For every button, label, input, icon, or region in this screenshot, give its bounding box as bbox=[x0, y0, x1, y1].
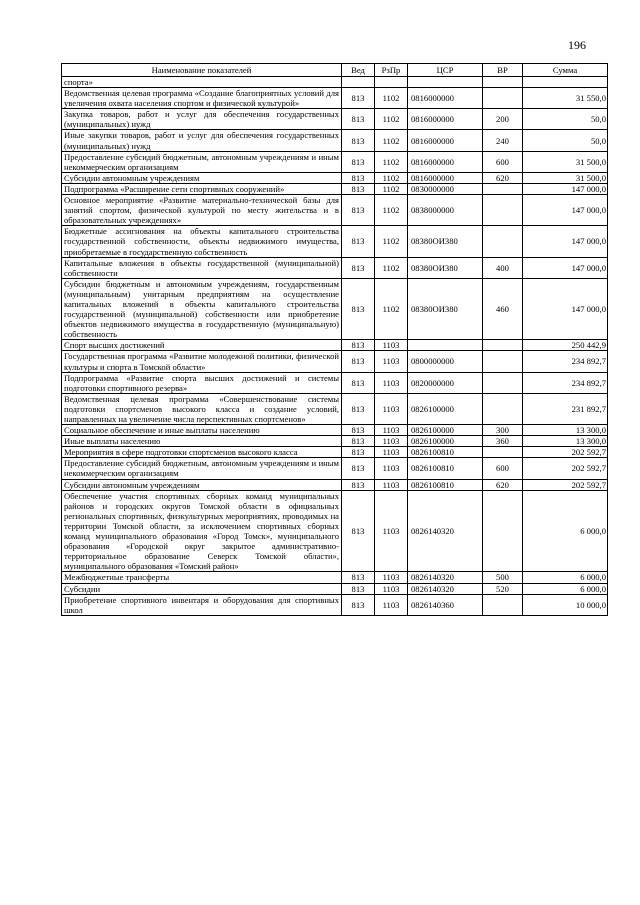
row-ved: 813 bbox=[342, 109, 375, 130]
row-name: Государственная программа «Развитие молодежной политики, физической культуры и спорта в Томской области» bbox=[62, 351, 342, 372]
row-vr: 400 bbox=[483, 257, 523, 278]
table-row bbox=[62, 340, 608, 351]
row-vr: 200 bbox=[483, 109, 523, 130]
row-ved: 813 bbox=[342, 479, 375, 490]
row-sum: 231 892,7 bbox=[523, 393, 608, 424]
header-rzpr: РзПр bbox=[375, 64, 408, 77]
row-rzpr: 1103 bbox=[375, 583, 408, 594]
row-ved: 813 bbox=[342, 130, 375, 151]
table-row bbox=[62, 257, 608, 278]
row-csr: 08380ОИ380 bbox=[408, 278, 483, 340]
row-sum: 6 000,0 bbox=[523, 583, 608, 594]
row-rzpr bbox=[375, 77, 408, 88]
row-vr bbox=[483, 594, 523, 615]
row-vr: 360 bbox=[483, 436, 523, 447]
row-name: Обеспечение участия спортивных сборных команд муниципальных районов и городских округов Томской области в официальных региональных спортивных, физкультурных мероприятиях, проводимых на территории Томской области, за исключением спортивных сборных команд муниципального образования «Город Томск», муниципального образования «Городской округ закрытое административно-территориальное образование Северск Томской области», муниципального образования «Томский район» bbox=[62, 490, 342, 572]
table-row bbox=[62, 458, 608, 479]
row-rzpr: 1102 bbox=[375, 88, 408, 109]
table-row bbox=[62, 447, 608, 458]
table-row bbox=[62, 393, 608, 424]
row-ved: 813 bbox=[342, 278, 375, 340]
row-vr: 600 bbox=[483, 151, 523, 172]
table-row bbox=[62, 572, 608, 583]
table-body bbox=[62, 77, 608, 616]
row-csr: 0826100000 bbox=[408, 425, 483, 436]
row-vr: 300 bbox=[483, 425, 523, 436]
budget-table bbox=[61, 63, 608, 616]
row-ved: 813 bbox=[342, 372, 375, 393]
row-ved: 813 bbox=[342, 583, 375, 594]
row-sum: 147 000,0 bbox=[523, 257, 608, 278]
row-sum: 31 550,0 bbox=[523, 88, 608, 109]
row-csr: 0826100810 bbox=[408, 479, 483, 490]
row-vr: 620 bbox=[483, 479, 523, 490]
row-rzpr: 1103 bbox=[375, 372, 408, 393]
row-rzpr: 1103 bbox=[375, 351, 408, 372]
row-rzpr: 1103 bbox=[375, 436, 408, 447]
row-ved: 813 bbox=[342, 257, 375, 278]
row-sum: 147 000,0 bbox=[523, 226, 608, 257]
row-csr: 0826100810 bbox=[408, 447, 483, 458]
page-number: 196 bbox=[568, 38, 586, 52]
row-ved: 813 bbox=[342, 436, 375, 447]
header-sum: Сумма bbox=[523, 64, 608, 77]
row-vr bbox=[483, 393, 523, 424]
row-rzpr: 1103 bbox=[375, 447, 408, 458]
row-sum: 31 500,0 bbox=[523, 172, 608, 183]
row-vr bbox=[483, 490, 523, 572]
row-rzpr: 1103 bbox=[375, 393, 408, 424]
table-row bbox=[62, 583, 608, 594]
table-row bbox=[62, 436, 608, 447]
row-csr: 0826140360 bbox=[408, 594, 483, 615]
row-name: Субсидии автономным учреждениям bbox=[62, 172, 342, 183]
table-row bbox=[62, 151, 608, 172]
row-rzpr: 1102 bbox=[375, 257, 408, 278]
row-name: спорта» bbox=[62, 77, 342, 88]
row-name: Иные закупки товаров, работ и услуг для обеспечения государственных (муниципальных) нужд bbox=[62, 130, 342, 151]
row-name: Закупка товаров, работ и услуг для обеспечения государственных (муниципальных) нужд bbox=[62, 109, 342, 130]
row-csr: 0816000000 bbox=[408, 88, 483, 109]
row-csr: 0830000000 bbox=[408, 183, 483, 194]
row-ved: 813 bbox=[342, 425, 375, 436]
row-vr: 520 bbox=[483, 583, 523, 594]
row-ved: 813 bbox=[342, 172, 375, 183]
table-row bbox=[62, 172, 608, 183]
row-name: Иные выплаты населению bbox=[62, 436, 342, 447]
row-csr: 0826100000 bbox=[408, 393, 483, 424]
row-csr: 08380ОИ380 bbox=[408, 226, 483, 257]
row-rzpr: 1103 bbox=[375, 458, 408, 479]
row-name: Приобретение спортивного инвентаря и оборудования для спортивных школ bbox=[62, 594, 342, 615]
row-name: Ведомственная целевая программа «Создание благоприятных условий для увеличения охвата населения спортом и физической культурой» bbox=[62, 88, 342, 109]
row-vr: 500 bbox=[483, 572, 523, 583]
row-csr: 0826140320 bbox=[408, 583, 483, 594]
table-row bbox=[62, 226, 608, 257]
row-sum: 6 000,0 bbox=[523, 490, 608, 572]
row-sum: 50,0 bbox=[523, 109, 608, 130]
row-name: Основное мероприятие «Развитие материально-технической базы для занятий спортом, физической культурой по месту жительства и в образовательных учреждениях» bbox=[62, 195, 342, 226]
row-csr: 0826140320 bbox=[408, 572, 483, 583]
header-ved: Вед bbox=[342, 64, 375, 77]
table-row bbox=[62, 351, 608, 372]
row-vr: 600 bbox=[483, 458, 523, 479]
header-name: Наименование показателей bbox=[62, 64, 342, 77]
row-csr: 0838000000 bbox=[408, 195, 483, 226]
row-ved: 813 bbox=[342, 151, 375, 172]
row-vr: 240 bbox=[483, 130, 523, 151]
row-csr bbox=[408, 77, 483, 88]
row-ved: 813 bbox=[342, 351, 375, 372]
row-csr: 0826100810 bbox=[408, 458, 483, 479]
row-rzpr: 1102 bbox=[375, 195, 408, 226]
row-vr bbox=[483, 88, 523, 109]
row-vr bbox=[483, 351, 523, 372]
row-sum: 147 000,0 bbox=[523, 195, 608, 226]
row-sum: 147 000,0 bbox=[523, 183, 608, 194]
row-ved: 813 bbox=[342, 458, 375, 479]
row-ved: 813 bbox=[342, 195, 375, 226]
row-name: Бюджетные ассигнования на объекты капитального строительства государственной собственности, объекты недвижимого имущества, приобретаемые в государственную собственность bbox=[62, 226, 342, 257]
row-rzpr: 1102 bbox=[375, 109, 408, 130]
row-name: Ведомственная целевая программа «Совершенствование системы подготовки спортсменов высокого класса и создание условий, направленных на увеличение числа перспективных спортсменов» bbox=[62, 393, 342, 424]
row-csr bbox=[408, 340, 483, 351]
row-vr: 460 bbox=[483, 278, 523, 340]
row-sum: 13 300,0 bbox=[523, 436, 608, 447]
table-row bbox=[62, 594, 608, 615]
row-ved: 813 bbox=[342, 572, 375, 583]
row-rzpr: 1103 bbox=[375, 490, 408, 572]
row-sum: 147 000,0 bbox=[523, 278, 608, 340]
row-sum bbox=[523, 77, 608, 88]
table-row bbox=[62, 372, 608, 393]
row-vr: 620 bbox=[483, 172, 523, 183]
row-csr: 0800000000 bbox=[408, 351, 483, 372]
table-row bbox=[62, 278, 608, 340]
row-csr: 0826100000 bbox=[408, 436, 483, 447]
row-sum: 250 442,9 bbox=[523, 340, 608, 351]
row-ved: 813 bbox=[342, 594, 375, 615]
row-name: Субсидии bbox=[62, 583, 342, 594]
row-rzpr: 1102 bbox=[375, 278, 408, 340]
row-sum: 31 500,0 bbox=[523, 151, 608, 172]
row-sum: 50,0 bbox=[523, 130, 608, 151]
row-name: Социальное обеспечение и иные выплаты населению bbox=[62, 425, 342, 436]
row-sum: 10 000,0 bbox=[523, 594, 608, 615]
table-row bbox=[62, 183, 608, 194]
row-sum: 202 592,7 bbox=[523, 458, 608, 479]
row-name: Субсидии автономным учреждениям bbox=[62, 479, 342, 490]
row-csr: 0816000000 bbox=[408, 172, 483, 183]
table-row bbox=[62, 130, 608, 151]
row-rzpr: 1102 bbox=[375, 183, 408, 194]
row-rzpr: 1102 bbox=[375, 130, 408, 151]
row-sum: 202 592,7 bbox=[523, 447, 608, 458]
row-vr bbox=[483, 77, 523, 88]
row-sum: 234 892,7 bbox=[523, 351, 608, 372]
row-name: Подпрограмма «Расширение сети спортивных сооружений» bbox=[62, 183, 342, 194]
table-row bbox=[62, 109, 608, 130]
row-rzpr: 1103 bbox=[375, 572, 408, 583]
row-vr bbox=[483, 372, 523, 393]
row-vr bbox=[483, 226, 523, 257]
table-row bbox=[62, 77, 608, 88]
row-sum: 13 300,0 bbox=[523, 425, 608, 436]
row-ved: 813 bbox=[342, 490, 375, 572]
row-name: Предоставление субсидий бюджетным, автономным учреждениям и иным некоммерческим организациям bbox=[62, 151, 342, 172]
row-ved: 813 bbox=[342, 226, 375, 257]
row-csr: 0816000000 bbox=[408, 109, 483, 130]
table-row bbox=[62, 479, 608, 490]
row-ved bbox=[342, 77, 375, 88]
table-row bbox=[62, 490, 608, 572]
row-ved: 813 bbox=[342, 447, 375, 458]
row-rzpr: 1102 bbox=[375, 226, 408, 257]
row-sum: 234 892,7 bbox=[523, 372, 608, 393]
row-ved: 813 bbox=[342, 88, 375, 109]
row-vr bbox=[483, 183, 523, 194]
row-name: Предоставление субсидий бюджетным, автономным учреждениям и иным некоммерческим организациям bbox=[62, 458, 342, 479]
row-vr bbox=[483, 447, 523, 458]
row-name: Капитальные вложения в объекты государственной (муниципальной) собственности bbox=[62, 257, 342, 278]
row-rzpr: 1103 bbox=[375, 479, 408, 490]
row-csr: 0826140320 bbox=[408, 490, 483, 572]
row-name: Мероприятия в сфере подготовки спортсменов высокого класса bbox=[62, 447, 342, 458]
row-rzpr: 1103 bbox=[375, 594, 408, 615]
header-csr: ЦСР bbox=[408, 64, 483, 77]
row-rzpr: 1102 bbox=[375, 172, 408, 183]
row-vr bbox=[483, 340, 523, 351]
row-rzpr: 1103 bbox=[375, 340, 408, 351]
table-row bbox=[62, 88, 608, 109]
row-name: Субсидии бюджетным и автономным учреждениям, государственным (муниципальным) унитарным предприятиям на осуществление капитальных вложений в объекты капитального строительства государственной (муниципальной) собственности или приобретение объектов недвижимого имущества в государственную (муниципальную) собственность bbox=[62, 278, 342, 340]
table-header-row bbox=[62, 64, 608, 77]
row-sum: 202 592,7 bbox=[523, 479, 608, 490]
row-name: Межбюджетные трансферты bbox=[62, 572, 342, 583]
table-row bbox=[62, 425, 608, 436]
row-name: Подпрограмма «Развитие спорта высших достижений и системы подготовки спортивного резерва» bbox=[62, 372, 342, 393]
row-csr: 0816000000 bbox=[408, 151, 483, 172]
row-vr bbox=[483, 195, 523, 226]
row-rzpr: 1102 bbox=[375, 151, 408, 172]
row-ved: 813 bbox=[342, 183, 375, 194]
row-name: Спорт высших достижений bbox=[62, 340, 342, 351]
row-ved: 813 bbox=[342, 340, 375, 351]
row-csr: 08380ОИ380 bbox=[408, 257, 483, 278]
header-vr: ВР bbox=[483, 64, 523, 77]
row-sum: 6 000,0 bbox=[523, 572, 608, 583]
row-ved: 813 bbox=[342, 393, 375, 424]
row-csr: 0816000000 bbox=[408, 130, 483, 151]
table-row bbox=[62, 195, 608, 226]
row-rzpr: 1103 bbox=[375, 425, 408, 436]
row-csr: 0820000000 bbox=[408, 372, 483, 393]
